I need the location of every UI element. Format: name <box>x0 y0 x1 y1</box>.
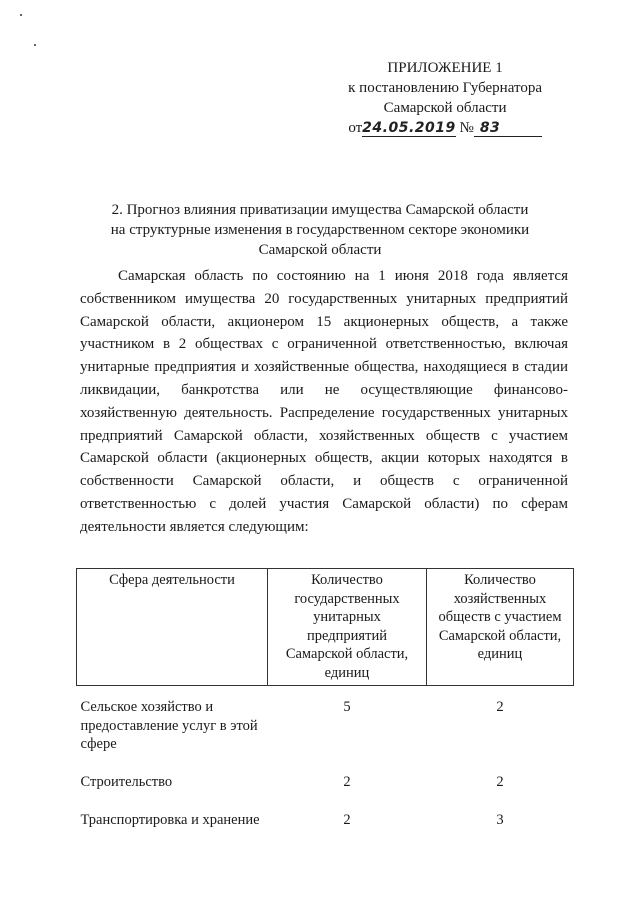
header-companies: Количество хозяйственных обществ с участием Самарской области, единиц <box>427 569 574 686</box>
enterprises-cell: 2 <box>343 774 351 790</box>
header-enterprises: Количество государственных унитарных предприятий Самарской области, единиц <box>268 569 427 686</box>
appendix-date-line <box>348 118 542 138</box>
appendix-line-resolution: к постановлению Губернатора <box>348 80 542 96</box>
heading-line-2: на структурные изменения в государственном секторе экономики <box>110 222 530 238</box>
body-text <box>80 265 568 539</box>
enterprises-cell: 2 <box>343 812 351 828</box>
companies-cell: 2 <box>496 774 504 790</box>
body-paragraph: Самарская область по состоянию на 1 июня 2018 года является собственником имущества 20 государственных унитарных предприятий Самарской области, акционером 15 акционерных обществ, а также участником в 2 обществах с ограниченной ответственностью, включая унитарные предприятия и хозяйственные общества, находящиеся в стадии ликвидации, банкротства или не осуществляющие финансово-хозяйственную деятельность. Распределение государственных унитарных предприятий Самарской области, хозяйственных обществ с участием Самарской области (акционерных обществ, акции которых находятся в собственности Самарской области, и обществ с ограниченной ответственностью с долей участия Самарской области) по сферам деятельности является следующим: <box>80 268 568 535</box>
header-sphere: Сфера деятельности <box>77 569 268 686</box>
appendix-title: ПРИЛОЖЕНИЕ 1 <box>387 60 503 76</box>
number-label: № <box>459 120 474 136</box>
table-row <box>77 686 574 774</box>
scan-speck <box>34 44 36 46</box>
sphere-cell: Строительство <box>80 774 173 790</box>
heading-line-3: Самарской области <box>258 242 382 258</box>
enterprises-cell: 5 <box>343 699 351 715</box>
section-heading <box>80 200 560 260</box>
sphere-cell: Транспортировка и хранение <box>80 812 260 828</box>
handwritten-date: 24.05.2019 <box>362 120 456 136</box>
scan-speck <box>20 14 22 16</box>
date-prefix: от <box>348 120 363 136</box>
table-row <box>77 811 574 861</box>
appendix-line-region: Самарской области <box>383 100 507 116</box>
activity-sphere-table <box>76 568 574 861</box>
handwritten-number: 83 <box>479 120 501 136</box>
table-row <box>77 773 574 811</box>
appendix-block <box>348 58 542 138</box>
table-header-row <box>77 569 574 686</box>
sphere-cell: Сельское хозяйство и предоставление услуг в этой сфере <box>80 699 258 752</box>
companies-cell: 2 <box>496 699 504 715</box>
companies-cell: 3 <box>496 812 504 828</box>
heading-line-1: 2. Прогноз влияния приватизации имущества Самарской области <box>111 202 529 218</box>
